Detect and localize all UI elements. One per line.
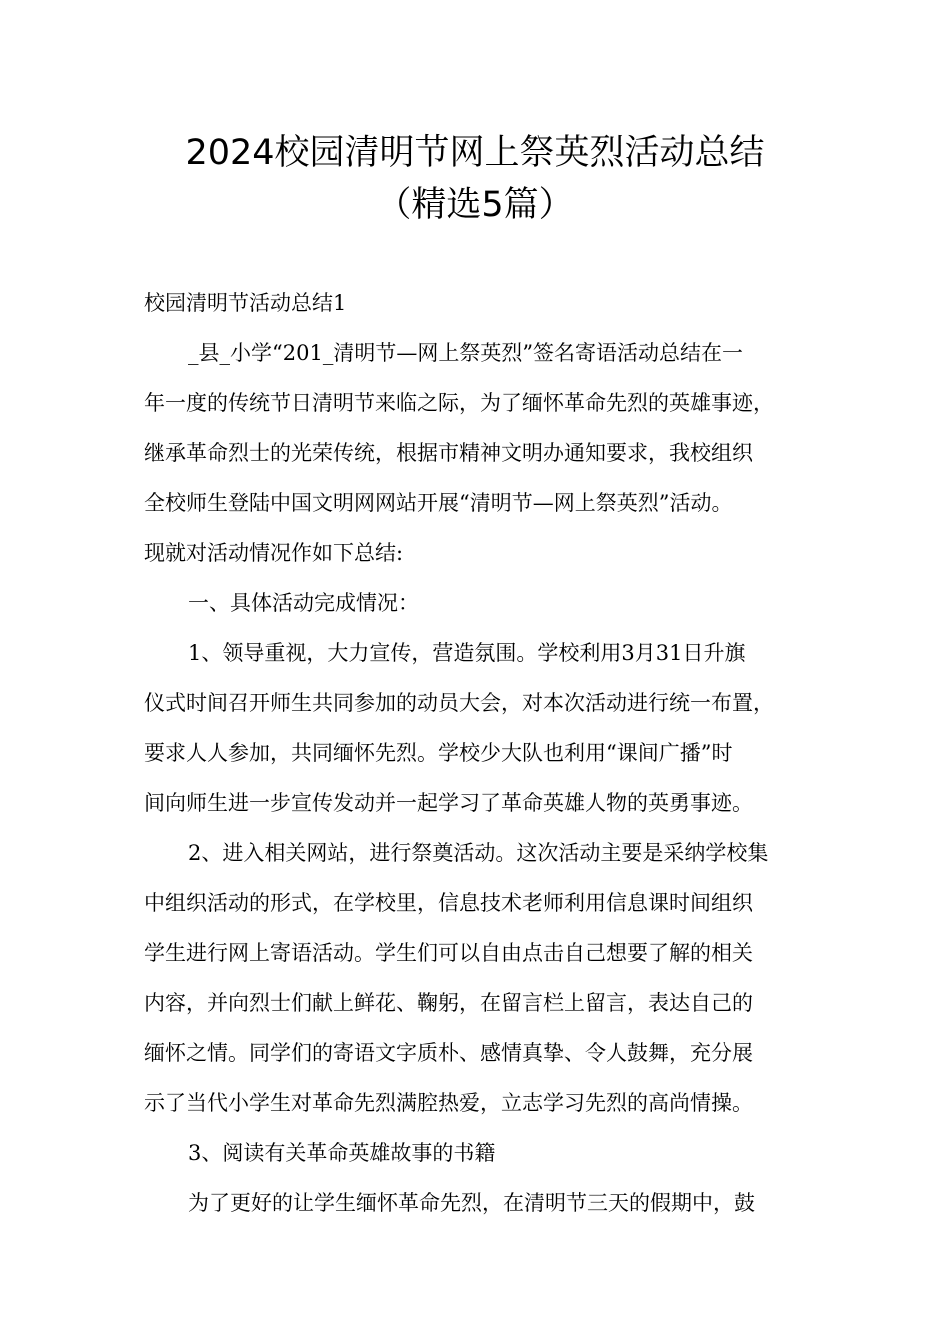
body-line: 间向师生进一步宣传发动并一起学习了革命英雄人物的英勇事迹。 — [144, 791, 753, 815]
body-line: 现就对活动情况作如下总结: — [144, 541, 404, 565]
document-title-line-1: 2024校园清明节网上祭英烈活动总结 — [185, 133, 765, 173]
section-heading: 校园清明节活动总结1 — [144, 291, 347, 315]
body-line: 缅怀之情。同学们的寄语文字质朴、感情真挚、令人鼓舞，充分展 — [144, 1041, 753, 1065]
body-line: 年一度的传统节日清明节来临之际，为了缅怀革命先烈的英雄事迹， — [144, 391, 774, 415]
body-line: 内容，并向烈士们献上鲜花、鞠躬，在留言栏上留言，表达自己的 — [144, 991, 753, 1015]
body-line: 仪式时间召开师生共同参加的动员大会，对本次活动进行统一布置， — [144, 691, 774, 715]
body-line: 一、具体活动完成情况： — [188, 591, 419, 615]
body-line: 1、领导重视，大力宣传，营造氛围。学校利用3月31日升旗 — [188, 641, 746, 665]
body-line: 中组织活动的形式，在学校里，信息技术老师利用信息课时间组织 — [144, 891, 753, 915]
body-line: 要求人人参加，共同缅怀先烈。学校少大队也利用“课间广播”时 — [144, 741, 733, 765]
document-title-line-2: （精选5篇） — [376, 185, 574, 225]
body-line: 全校师生登陆中国文明网网站开展“清明节—网上祭英烈”活动。 — [144, 491, 733, 515]
body-line: _县_小学“201_清明节—网上祭英烈”签名寄语活动总结在一 — [188, 341, 744, 365]
body-line: 3、阅读有关革命英雄故事的书籍 — [188, 1141, 496, 1165]
body-line: 2、进入相关网站，进行祭奠活动。这次活动主要是采纳学校集 — [188, 841, 769, 865]
body-line: 继承革命烈士的光荣传统，根据市精神文明办通知要求，我校组织 — [144, 441, 753, 465]
body-line: 示了当代小学生对革命先烈满腔热爱，立志学习先烈的高尚情操。 — [144, 1091, 753, 1115]
body-line: 学生进行网上寄语活动。学生们可以自由点击自己想要了解的相关 — [144, 941, 753, 965]
body-line: 为了更好的让学生缅怀革命先烈，在清明节三天的假期中，鼓 — [188, 1191, 755, 1215]
